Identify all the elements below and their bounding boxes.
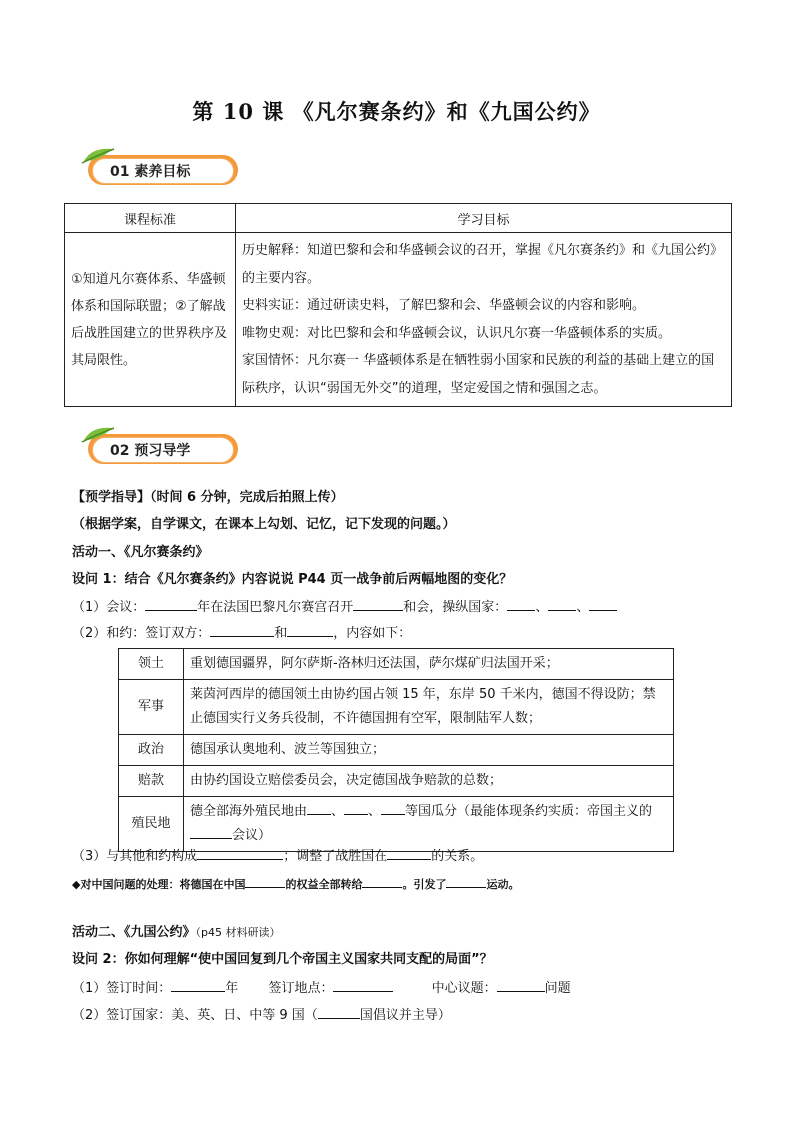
section-title-goals: 01 素养目标 bbox=[110, 164, 191, 180]
q2-item-2: （2）签订国家：美、英、日、中等 9 国（ 国倡议并主导） bbox=[72, 1004, 451, 1023]
table-row: 赔款 由协约国设立赔偿委员会，决定德国战争赔款的总数； bbox=[119, 766, 674, 797]
section-title-preview: 02 预习导学 bbox=[110, 443, 191, 459]
page-title: 第 10 课 《凡尔赛条约》和《九国公约》 bbox=[192, 99, 601, 124]
goal-item: 唯物史观：对比巴黎和会和华盛顿会议，认识凡尔赛一华盛顿体系的实质。 bbox=[242, 325, 672, 341]
table-row: 政治 德国承认奥地利、波兰等国独立； bbox=[119, 735, 674, 766]
course-standard: ①知道凡尔赛体系、华盛顿体系和国际联盟；②了解战后战胜国建立的世界秩序及其局限性。 bbox=[65, 233, 236, 407]
guide-instruction: 【预学指导】（时间 6 分钟，完成后拍照上传） bbox=[72, 490, 344, 505]
activity-2-title: 活动二、《九国公约》（p45 材料研读） bbox=[72, 925, 281, 940]
q1-item-3: （3）与其他和约构成 ；调整了战胜国在 的关系。 bbox=[72, 845, 483, 864]
china-issue: ◆对中国问题的处理：将德国在中国 的权益全部转给 。引发了 运动。 bbox=[72, 873, 519, 892]
table-row: 殖民地 德全部海外殖民地由 、 、 等国瓜分（最能体现条约实质：帝国主义的会议） bbox=[119, 797, 674, 852]
goals-table bbox=[64, 203, 732, 407]
header-standard: 课程标准 bbox=[65, 204, 236, 233]
section-badge-goals bbox=[70, 145, 242, 189]
treaty-content-table bbox=[118, 648, 674, 852]
q1-item-2: （2）和约：签订双方： 和 ，内容如下： bbox=[72, 622, 411, 641]
guide-note: （根据学案，自学课文，在课本上勾划、记忆，记下发现的问题。） bbox=[72, 517, 456, 532]
learning-goals bbox=[236, 233, 732, 407]
section-badge-preview bbox=[70, 424, 242, 468]
q1-item-1: （1）会议： 年在法国巴黎凡尔赛宫召开 和会，操纵国家： 、 、 bbox=[72, 596, 617, 615]
q2-item-1: （1）签订时间： 年 签订地点： 中心议题： 问题 bbox=[72, 977, 571, 996]
goal-item: 历史解释：知道巴黎和会和华盛顿会议的召开，掌握《凡尔赛条约》和《九国公约》的主要内容。 bbox=[242, 243, 724, 286]
header-goals: 学习目标 bbox=[236, 204, 732, 233]
table-row: 军事 莱茵河西岸的德国领土由协约国占领 15 年，东岸 50 千米内，德国不得设防；禁止德国实行义务兵役制，不许德国拥有空军，限制陆军人数； bbox=[119, 680, 674, 735]
table-row: 领土 重划德国疆界，阿尔萨斯-洛林归还法国，萨尔煤矿归法国开采； bbox=[119, 649, 674, 680]
goal-item: 家国情怀：凡尔赛一 华盛顿体系是在牺牲弱小国家和民族的利益的基础上建立的国际秩序，认识“弱国无外交”的道理，坚定爱国之情和强国之志。 bbox=[242, 353, 715, 396]
question-2: 设问 2：你如何理解“使中国回复到几个帝国主义国家共同支配的局面”？ bbox=[72, 952, 493, 967]
question-1: 设问 1：结合《凡尔赛条约》内容说说 P44 页一战争前后两幅地图的变化？ bbox=[72, 572, 513, 587]
goal-item: 史料实证：通过研读史料，了解巴黎和会、华盛顿会议的内容和影响。 bbox=[242, 298, 646, 313]
activity-1-title: 活动一、《凡尔赛条约》 bbox=[72, 545, 209, 560]
